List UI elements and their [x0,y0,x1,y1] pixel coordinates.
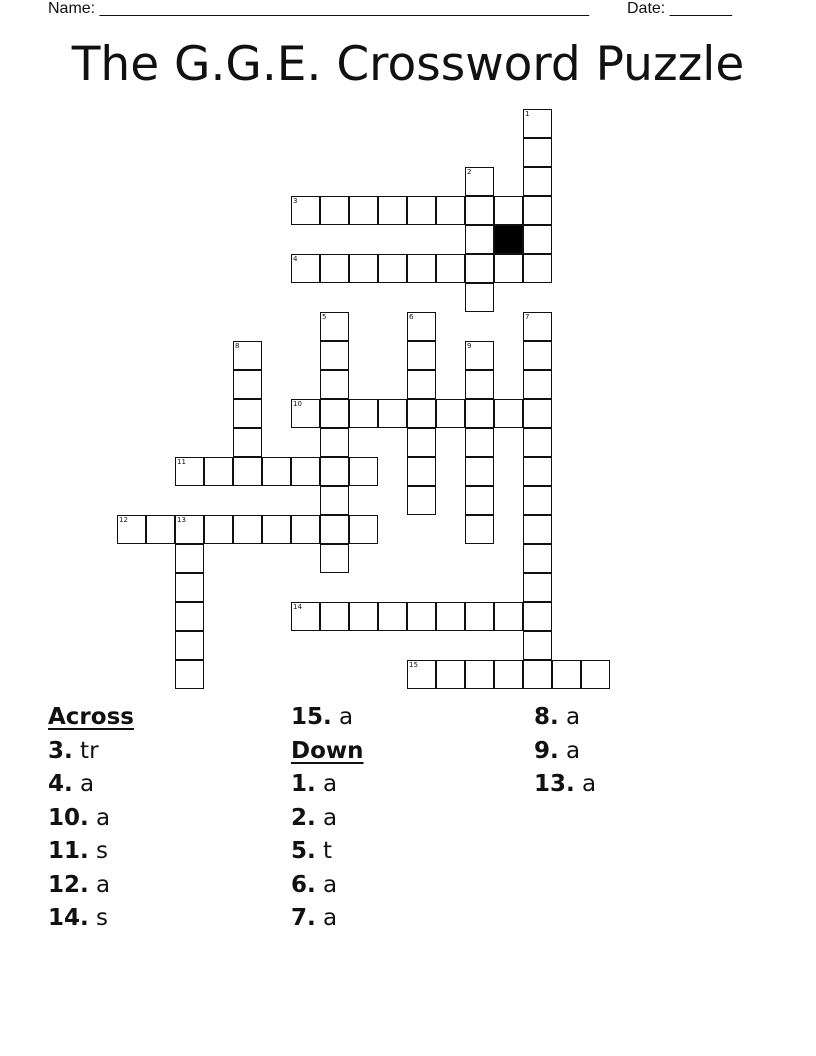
grid-cell[interactable] [407,254,436,283]
grid-cell[interactable] [291,196,320,225]
clue-number-label: 15. [291,704,332,730]
grid-cell[interactable] [407,428,436,457]
grid-cell[interactable] [378,399,407,428]
grid-cell[interactable] [436,399,465,428]
grid-cell[interactable] [175,544,204,573]
clue-number: 15 [409,661,418,669]
grid-cell[interactable] [378,602,407,631]
grid-cell[interactable] [291,602,320,631]
grid-cell-blocked [494,225,523,254]
grid-cell[interactable] [465,428,494,457]
grid-cell[interactable] [233,399,262,428]
grid-cell[interactable] [320,312,349,341]
grid-cell[interactable] [465,254,494,283]
clue-number: 4 [293,255,298,263]
across-heading: Across [48,704,134,730]
grid-cell[interactable] [320,196,349,225]
grid-cell[interactable] [175,631,204,660]
clue-number: 3 [293,197,298,205]
clue-number-label: 11. [48,838,89,864]
clue-column-1 [48,701,134,936]
date-field-label: Date: _______ [627,0,732,17]
clue-text: a [558,737,581,764]
grid-cell[interactable] [320,428,349,457]
grid-cell[interactable] [436,196,465,225]
grid-cell[interactable] [320,602,349,631]
grid-cell[interactable] [465,196,494,225]
grid-cell[interactable] [494,254,523,283]
grid-cell[interactable] [523,399,552,428]
grid-cell[interactable] [291,457,320,486]
across-clue [48,768,134,802]
grid-cell[interactable] [233,341,262,370]
grid-cell[interactable] [320,515,349,544]
grid-cell[interactable] [523,660,552,689]
clue-number: 14 [293,603,302,611]
grid-cell[interactable] [233,428,262,457]
grid-cell[interactable] [407,312,436,341]
grid-cell[interactable] [320,486,349,515]
across-clue [48,902,134,936]
grid-cell[interactable] [320,254,349,283]
clue-number-label: 12. [48,871,89,898]
grid-cell[interactable] [349,196,378,225]
clue-number-label: 4. [48,771,73,797]
down-heading: Down [291,737,364,764]
grid-cell[interactable] [407,370,436,399]
clue-number: 1 [525,110,530,118]
across-clue [48,802,134,836]
grid-cell[interactable] [465,283,494,312]
clue-number: 12 [119,516,128,524]
clue-number: 10 [293,400,302,408]
grid-cell[interactable] [407,602,436,631]
clue-text: a [315,905,338,931]
grid-cell[interactable] [523,167,552,196]
page-title: The G.G.E. Crossword Puzzle [71,37,745,92]
grid-cell[interactable] [407,486,436,515]
grid-cell[interactable] [523,138,552,167]
down-clue [291,835,364,869]
clue-number-label: 7. [291,905,316,931]
grid-cell[interactable] [465,399,494,428]
grid-cell[interactable] [465,486,494,515]
grid-cell[interactable] [407,341,436,370]
grid-cell[interactable] [349,457,378,486]
down-clue [291,869,364,903]
grid-cell[interactable] [175,515,204,544]
grid-cell[interactable] [349,602,378,631]
grid-cell[interactable] [378,254,407,283]
grid-cell[interactable] [349,515,378,544]
clue-number-label: 9. [534,737,559,764]
clue-number: 7 [525,313,530,321]
clue-text: a [88,871,111,898]
clue-text: s [88,838,109,864]
grid-cell[interactable] [494,196,523,225]
grid-cell[interactable] [349,254,378,283]
grid-cell[interactable] [523,544,552,573]
grid-cell[interactable] [291,254,320,283]
clue-column-3 [534,701,596,802]
grid-cell[interactable] [204,457,233,486]
grid-cell[interactable] [407,196,436,225]
grid-cell[interactable] [465,370,494,399]
grid-cell[interactable] [175,573,204,602]
clue-number: 11 [177,458,186,466]
grid-cell[interactable] [349,399,378,428]
down-clue [291,902,364,936]
clue-number-label: 5. [291,838,316,864]
grid-cell[interactable] [465,225,494,254]
down-clue [534,701,596,735]
grid-cell[interactable] [233,370,262,399]
grid-cell[interactable] [320,544,349,573]
clue-text: s [88,905,109,931]
grid-cell[interactable] [262,515,291,544]
grid-cell[interactable] [436,602,465,631]
across-clue [48,835,134,869]
grid-cell[interactable] [523,515,552,544]
grid-cell[interactable] [465,515,494,544]
grid-cell[interactable] [523,428,552,457]
clue-column-2 [291,701,364,936]
grid-cell[interactable] [175,602,204,631]
grid-cell[interactable] [436,660,465,689]
grid-cell[interactable] [320,457,349,486]
grid-cell[interactable] [494,660,523,689]
grid-cell[interactable] [523,312,552,341]
grid-cell[interactable] [523,109,552,138]
clue-number: 8 [235,342,240,350]
clue-text: t [315,838,333,864]
grid-cell[interactable] [407,399,436,428]
clue-text: a [315,871,338,898]
clue-text: a [315,804,338,831]
clue-text: a [72,771,95,797]
down-clue [534,735,596,769]
grid-cell[interactable] [320,341,349,370]
across-clue [291,701,364,735]
clue-number: 6 [409,313,414,321]
clue-text: a [88,804,111,831]
grid-cell[interactable] [291,399,320,428]
grid-cell[interactable] [465,660,494,689]
grid-cell[interactable] [262,457,291,486]
down-clue [291,768,364,802]
grid-cell[interactable] [233,515,262,544]
name-field-label: Name: _______________________________________________________ [48,0,589,17]
grid-cell[interactable] [552,660,581,689]
clue-text: a [315,771,338,797]
clue-number: 13 [177,516,186,524]
clue-number: 9 [467,342,472,350]
grid-cell[interactable] [465,602,494,631]
down-clue [291,802,364,836]
grid-cell[interactable] [291,515,320,544]
grid-cell[interactable] [523,486,552,515]
grid-cell[interactable] [523,225,552,254]
grid-cell[interactable] [523,602,552,631]
grid-cell[interactable] [494,602,523,631]
grid-cell[interactable] [407,457,436,486]
grid-cell[interactable] [523,254,552,283]
grid-cell[interactable] [320,370,349,399]
grid-cell[interactable] [465,341,494,370]
clue-number-label: 10. [48,804,89,831]
grid-cell[interactable] [378,196,407,225]
grid-cell[interactable] [523,370,552,399]
clue-number: 2 [467,168,472,176]
grid-cell[interactable] [117,515,146,544]
across-clue [48,869,134,903]
grid-cell[interactable] [407,660,436,689]
grid-cell[interactable] [204,515,233,544]
clue-text: a [574,771,597,797]
grid-cell[interactable] [146,515,175,544]
grid-cell[interactable] [436,254,465,283]
clue-text: a [558,704,581,730]
clue-number: 5 [322,313,327,321]
clue-number-label: 1. [291,771,316,797]
clue-number-label: 13. [534,771,575,797]
grid-cell[interactable] [465,457,494,486]
grid-cell[interactable] [494,399,523,428]
grid-cell[interactable] [523,573,552,602]
grid-cell[interactable] [465,167,494,196]
grid-cell[interactable] [581,660,610,689]
grid-cell[interactable] [175,660,204,689]
grid-cell[interactable] [523,631,552,660]
clue-number-label: 3. [48,737,73,764]
clue-text: a [331,704,354,730]
clue-number-label: 14. [48,905,89,931]
grid-cell[interactable] [523,341,552,370]
grid-cell[interactable] [175,457,204,486]
clue-number-label: 8. [534,704,559,730]
down-clue [534,768,596,802]
grid-cell[interactable] [320,399,349,428]
grid-cell[interactable] [233,457,262,486]
clue-number-label: 2. [291,804,316,831]
grid-cell[interactable] [523,196,552,225]
clue-text: tr [72,737,99,764]
clue-number-label: 6. [291,871,316,898]
clue-list [0,701,816,1001]
across-clue [48,735,134,769]
grid-cell[interactable] [523,457,552,486]
